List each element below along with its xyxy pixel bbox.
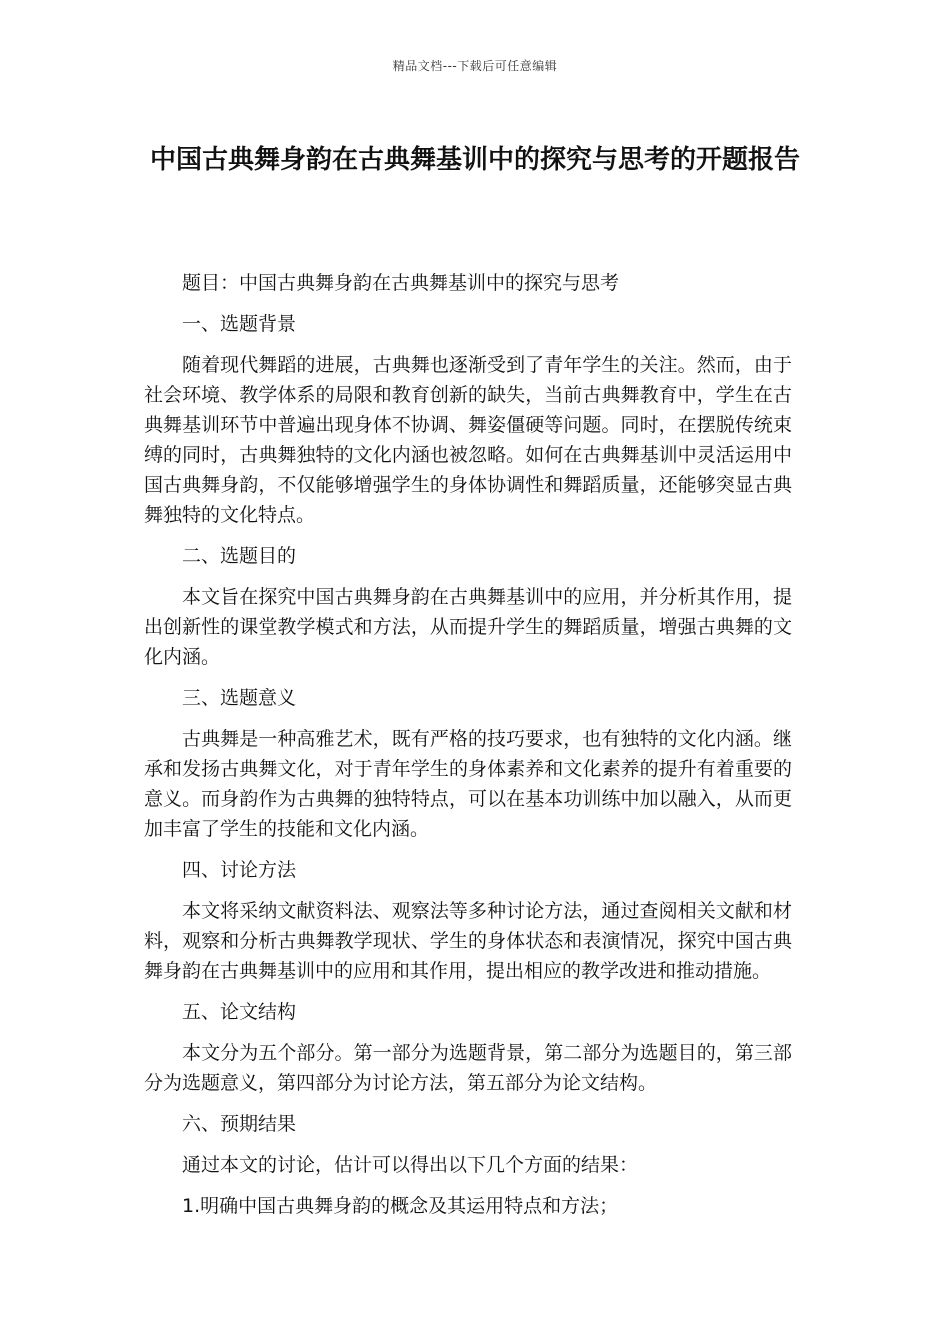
result-list-item: 1.明确中国古典舞身韵的概念及其运用特点和方法； [182, 1195, 619, 1217]
document-body [144, 268, 792, 1232]
header-note: 精品文档---下载后可任意编辑 [392, 59, 558, 73]
section-heading: 四、讨论方法 [182, 859, 297, 881]
section-heading: 三、选题意义 [182, 687, 297, 709]
section-paragraph: 本文分为五个部分。第一部分为选题背景，第二部分为选题目的，第三部分为选题意义，第四部分为讨论方法，第五部分为论文结构。 [144, 1042, 792, 1094]
section-paragraph: 古典舞是一种高雅艺术，既有严格的技巧要求，也有独特的文化内涵。继承和发扬古典舞文化，对于青年学生的身体素养和文化素养的提升有着重要的意义。而身韵作为古典舞的独特特点，可以在基本功训练中加以融入，从而更加丰富了学生的技能和文化内涵。 [144, 728, 792, 840]
section-paragraph: 本文旨在探究中国古典舞身韵在古典舞基训中的应用，并分析其作用，提出创新性的课堂教学模式和方法，从而提升学生的舞蹈质量，增强古典舞的文化内涵。 [144, 586, 792, 668]
document-title: 中国古典舞身韵在古典舞基训中的探究与思考的开题报告 [149, 145, 800, 175]
section-heading: 二、选题目的 [182, 545, 297, 567]
section-paragraph: 通过本文的讨论，估计可以得出以下几个方面的结果： [182, 1154, 639, 1176]
topic-line: 题目：中国古典舞身韵在古典舞基训中的探究与思考 [182, 272, 620, 294]
section-heading: 六、预期结果 [182, 1113, 297, 1135]
section-heading: 一、选题背景 [182, 313, 297, 335]
section-heading: 五、论文结构 [182, 1001, 297, 1023]
section-paragraph: 本文将采纳文献资料法、观察法等多种讨论方法，通过查阅相关文献和材料，观察和分析古典舞教学现状、学生的身体状态和表演情况，探究中国古典舞身韵在古典舞基训中的应用和其作用，提出相应的教学改进和推动措施。 [144, 900, 792, 982]
section-paragraph: 随着现代舞蹈的进展，古典舞也逐渐受到了青年学生的关注。然而，由于社会环境、教学体系的局限和教育创新的缺失，当前古典舞教育中，学生在古典舞基训环节中普遍出现身体不协调、舞姿僵硬等问题。同时，在摆脱传统束缚的同时，古典舞独特的文化内涵也被忽略。如何在古典舞基训中灵活运用中国古典舞身韵，不仅能够增强学生的身体协调性和舞蹈质量，还能够突显古典舞独特的文化特点。 [144, 354, 792, 526]
